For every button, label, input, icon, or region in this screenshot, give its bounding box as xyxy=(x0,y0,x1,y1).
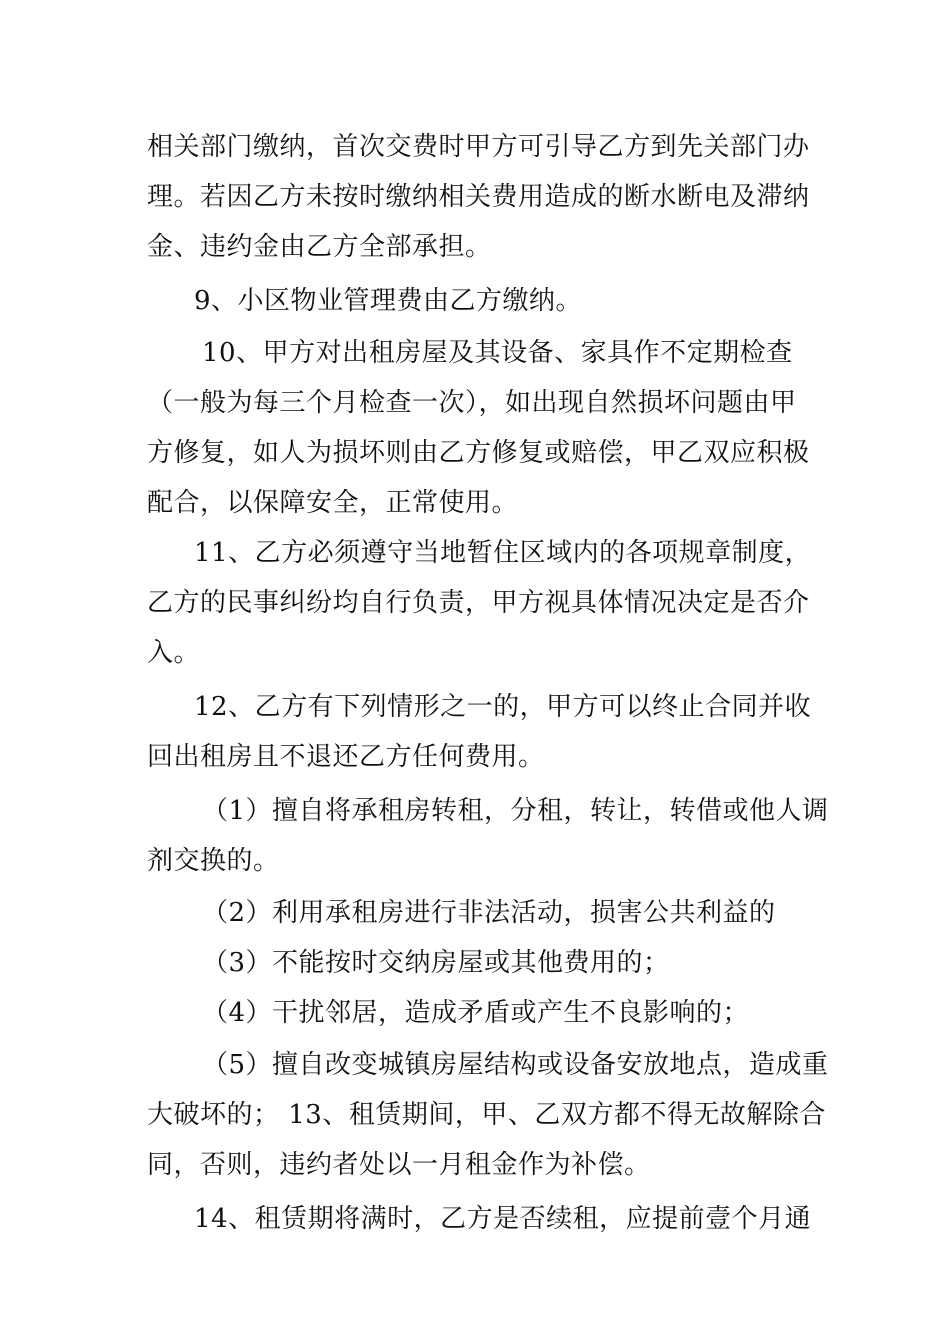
text-line: 入。 xyxy=(147,638,201,668)
text-line: 配合，以保障安全，正常使用。 xyxy=(147,488,519,518)
text-line: 乙方的民事纠纷均自行负责，甲方视具体情况决定是否介 xyxy=(147,588,810,618)
text-line: （4）干扰邻居，造成矛盾或产生不良影响的； xyxy=(202,998,750,1028)
text-line: （3）不能按时交纳房屋或其他费用的； xyxy=(202,948,670,978)
text-line: 同，否则，违约者处以一月租金作为补偿。 xyxy=(147,1150,651,1180)
text-line: 相关部门缴纳，首次交费时甲方可引导乙方到先关部门办 xyxy=(147,132,810,162)
text-line: 大破坏的； 13、租赁期间，甲、乙双方都不得无故解除合 xyxy=(147,1100,826,1130)
text-line: 理。若因乙方未按时缴纳相关费用造成的断水断电及滞纳 xyxy=(147,182,810,212)
text-line: 9、小区物业管理费由乙方缴纳。 xyxy=(194,286,583,316)
text-line: 10、甲方对出租房屋及其设备、家具作不定期检查 xyxy=(202,338,793,368)
text-line: 回出租房且不退还乙方任何费用。 xyxy=(147,742,545,772)
text-line: 方修复，如人为损坏则由乙方修复或赔偿，甲乙双应积极 xyxy=(147,438,810,468)
text-line: 剂交换的。 xyxy=(147,846,280,876)
text-line: （5）擅自改变城镇房屋结构或设备安放地点，造成重 xyxy=(202,1050,829,1080)
text-line: （一般为每三个月检查一次），如出现自然损坏问题由甲 xyxy=(147,388,797,418)
text-line: （2）利用承租房进行非法活动，损害公共利益的 xyxy=(202,898,776,928)
text-line: 12、乙方有下列情形之一的，甲方可以终止合同并收 xyxy=(194,692,812,722)
text-line: 11、乙方必须遵守当地暂住区域内的各项规章制度， xyxy=(194,538,812,568)
text-line: 金、违约金由乙方全部承担。 xyxy=(147,232,492,262)
text-line: （1）擅自将承租房转租，分租，转让，转借或他人调 xyxy=(202,796,829,826)
text-line: 14、租赁期将满时，乙方是否续租，应提前壹个月通 xyxy=(194,1204,812,1234)
